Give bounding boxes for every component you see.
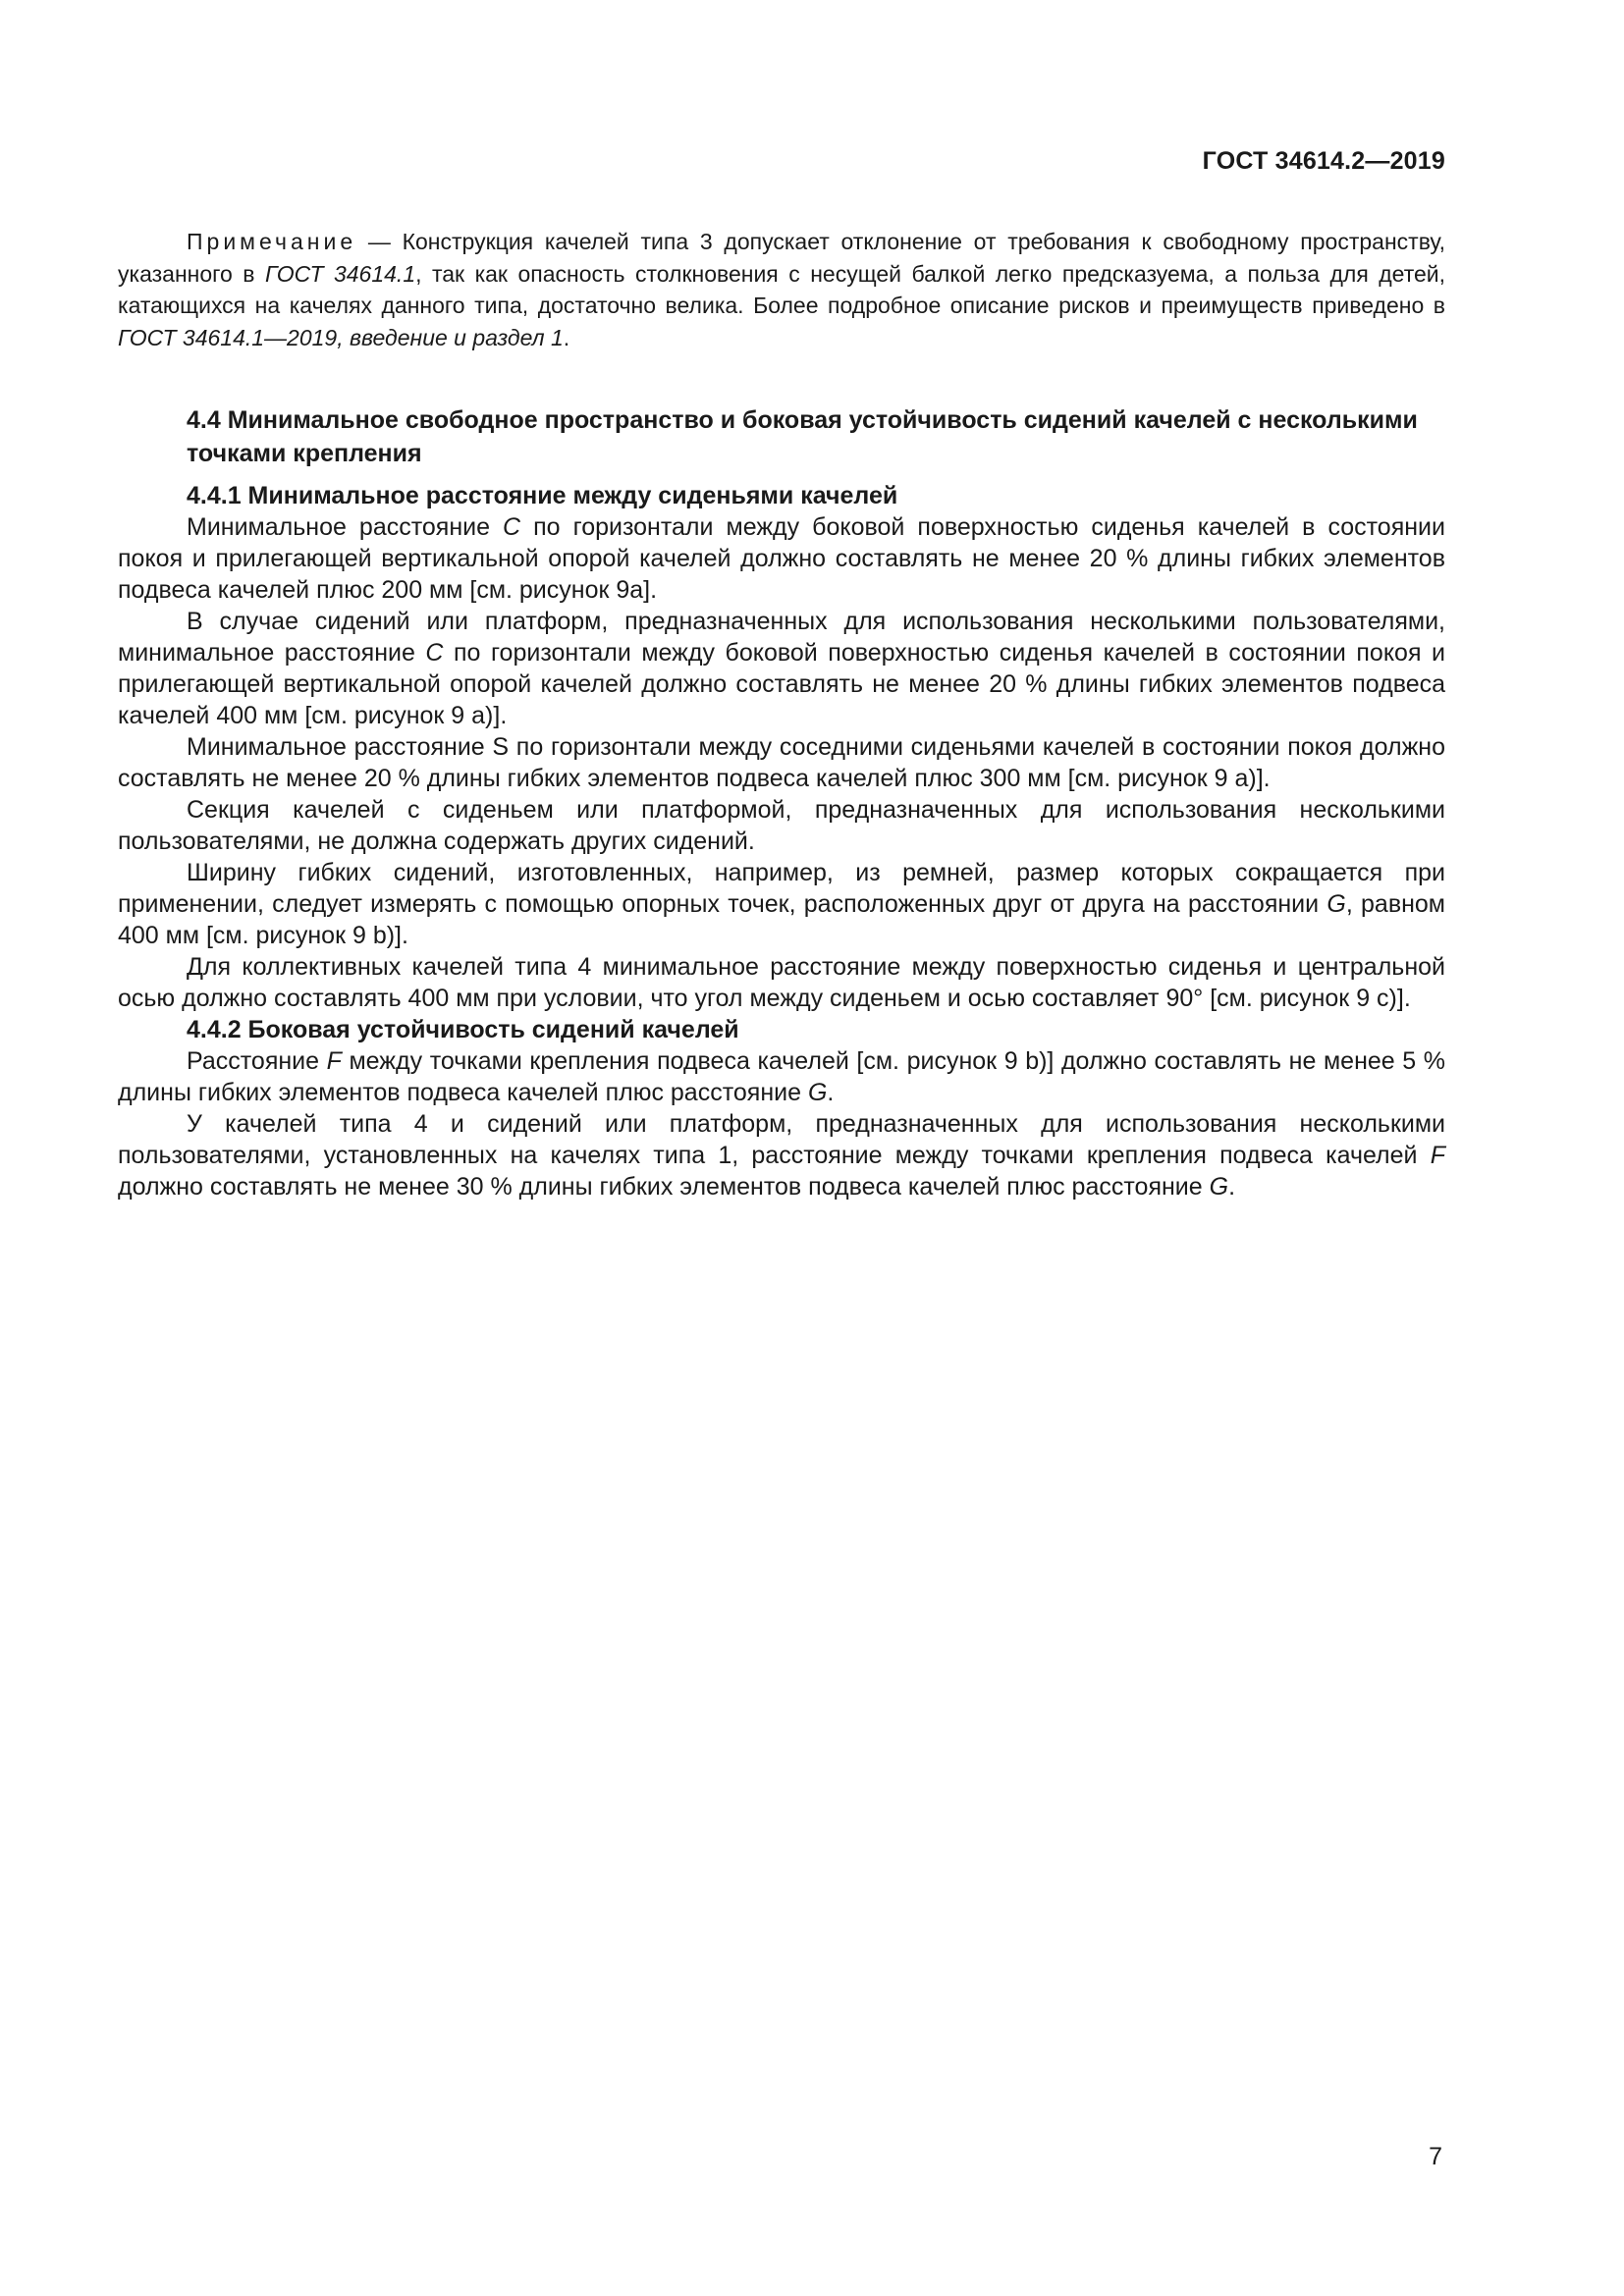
variable: F (1430, 1142, 1445, 1169)
note-paragraph (118, 226, 1445, 353)
paragraph: Минимальное расстояние S по горизонтали между соседними сиденьями качелей в состоянии покоя должно составлять не менее 20 % длины гибких элементов подвеса качелей плюс 300 мм [см. рисунок 9 а)]. (118, 733, 1445, 792)
paragraph (118, 606, 1445, 731)
paragraph-text: по горизонтали между боковой поверхностью сиденья качелей в состоянии покоя и прилегающей вертикальной опорой качелей должно составлять не менее 20 % длины гибких элементов подвеса качелей 400 мм [см. рисунок 9 а)]. (118, 639, 1445, 729)
paragraph-text: , равном 400 мм [см. рисунок 9 b)]. (118, 890, 1445, 949)
paragraph-text: Минимальное расстояние (187, 513, 504, 541)
paragraph (118, 857, 1445, 951)
note-ref-1: ГОСТ 34614.1 (264, 260, 416, 287)
paragraph-text: должно составлять не менее 30 % длины гибких элементов подвеса качелей плюс расстояние (118, 1173, 1210, 1201)
section-4-4-2-heading: 4.4.2 Боковая устойчивость сидений качелей (187, 1016, 739, 1043)
paragraph-text: . (1228, 1173, 1236, 1201)
page-content (118, 226, 1445, 1202)
section-4-4-heading: 4.4 Минимальное свободное пространство и боковая устойчивость сидений качелей с несколькими точками крепления (187, 406, 1418, 467)
note-text-2: , так как опасность столкновения с несущей балкой легко предсказуема, а польза для детей, катающихся на качелях данного типа, достаточно велика. Более подробное описание рисков и преимуществ приведено в (118, 260, 1445, 318)
paragraph: Для коллективных качелей типа 4 минимальное расстояние между поверхностью сиденья и центральной осью должно составлять 400 мм при условии, что угол между сиденьем и осью составляет 90° [см. рисунок 9 c)]. (118, 953, 1445, 1012)
note-text-1: — Конструкция качелей типа 3 допускает отклонение от требования к свободному пространству, указанного в (118, 229, 1445, 287)
paragraph (118, 1108, 1445, 1202)
paragraph-text: В случае сидений или платформ, предназначенных для использования несколькими пользователями, минимальное расстояние (118, 608, 1445, 667)
variable: C (503, 513, 521, 541)
paragraph-text: Расстояние (187, 1047, 327, 1075)
paragraph-text: между точками крепления подвеса качелей [см. рисунок 9 b)] должно составлять не менее 5 % длины гибких элементов подвеса качелей плюс расстояние (118, 1047, 1445, 1106)
note-label: Примечание (187, 229, 357, 254)
variable: F (326, 1047, 342, 1075)
page-number: 7 (1429, 2143, 1442, 2170)
variable: G (1326, 890, 1346, 918)
paragraph-text: У качелей типа 4 и сидений или платформ, предназначенных для использования несколькими пользователями, установленных на качелях типа 1, расстояние между точками крепления подвеса качелей (118, 1110, 1445, 1169)
paragraph (118, 1045, 1445, 1108)
paragraph: Секция качелей с сиденьем или платформой, предназначенных для использования несколькими пользователями, не должна содержать других сидений. (118, 796, 1445, 855)
paragraph-text: . (827, 1079, 835, 1106)
paragraph (118, 511, 1445, 606)
paragraph-text: Ширину гибких сидений, изготовленных, например, из ремней, размер которых сокращается при применении, следует измерять с помощью опорных точек, расположенных друг от друга на расстоянии (118, 859, 1445, 918)
paragraph-text: по горизонтали между боковой поверхностью сиденья качелей в состоянии покоя и прилегающей вертикальной опорой качелей должно составлять не менее 20 % длины гибких элементов подвеса качелей плюс 200 мм [см. рисунок 9а]. (118, 513, 1445, 604)
note-ref-2: ГОСТ 34614.1—2019, введение и раздел 1 (118, 324, 564, 350)
section-4-4-1-heading: 4.4.1 Минимальное расстояние между сиденьями качелей (187, 482, 898, 509)
variable: G (1209, 1173, 1229, 1201)
note-text-3: . (563, 324, 570, 350)
document-id: ГОСТ 34614.2—2019 (1202, 147, 1445, 175)
variable: G (807, 1079, 828, 1106)
variable: C (425, 639, 444, 667)
